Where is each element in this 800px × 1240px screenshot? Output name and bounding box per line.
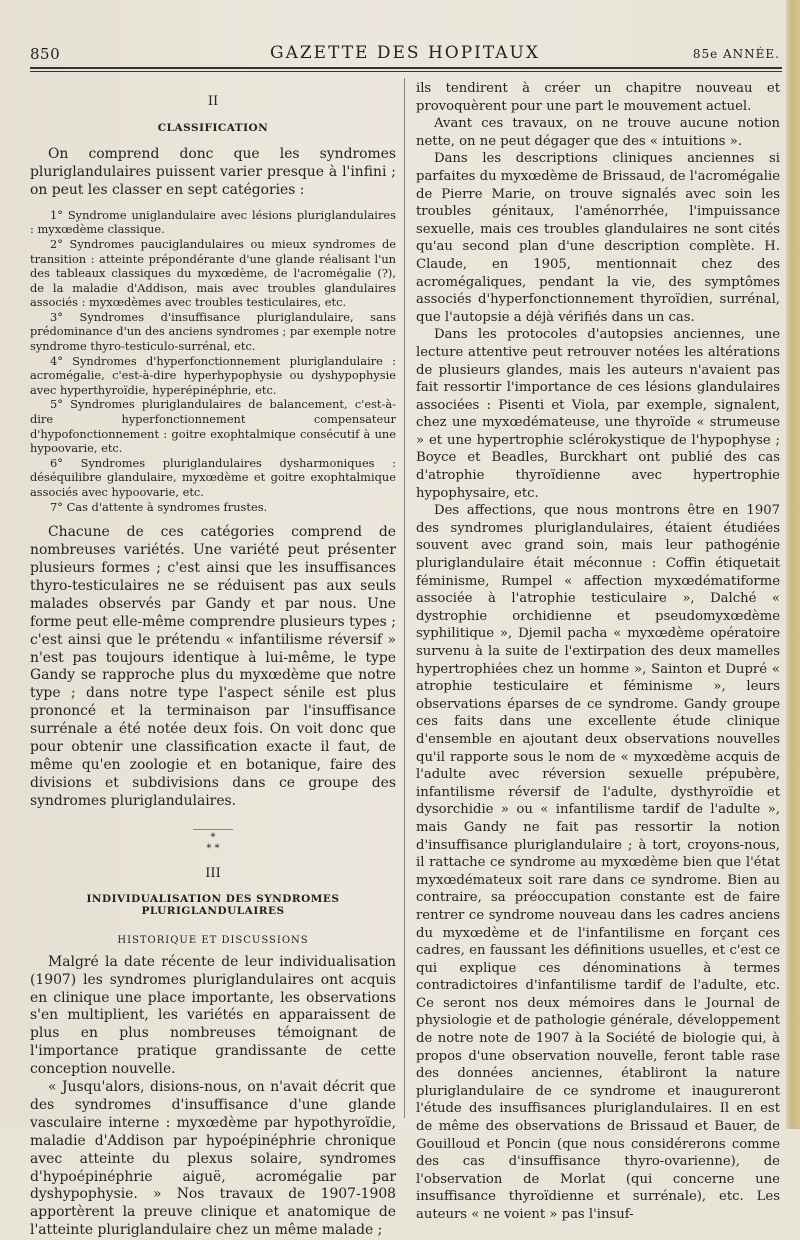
paragraph: On comprend donc que les syndromes pluriglandulaires puissent varier presque à l'infini ; on peut les classer en sept catégories : — [30, 146, 396, 198]
section-subtitle: HISTORIQUE ET DISCUSSIONS — [117, 934, 309, 946]
paragraph: Dans les protocoles d'autopsies anciennes, une lecture attentive peut retrouver notées les altérations de plusieurs glandes, mais les auteurs n'avaient pas fait ressortir l'importance de ces lésions glandulaires associées : Pisenti et Viola, par exemple, signalent, chez une myxœdémateuse, une thyroïde « strumeuse » et une hypertrophie sclérokystique de l'hypophyse ; Boyce et Beadles, Burckhart ont publié des cas d'atrophie thyroïdienne avec hypertrophie hypophysaire, etc. — [416, 327, 780, 501]
list-item: 4° Syndromes d'hyperfonctionnement pluriglandulaire : acromégalie, c'est-à-dire hyperhypophysie ou dyshypophysie avec hyperthyroïdie, hyperépinéphrie, etc. — [30, 353, 396, 397]
page-header — [30, 43, 780, 65]
section-title: CLASSIFICATION — [157, 122, 269, 134]
asterism-bottom: * * — [206, 842, 220, 854]
paragraph: Des affections, que nous montrons être en 1907 des syndromes pluriglandulaires, étaient étudiées souvent avec grand soin, mais leur pathogénie pluriglandulaire était méconnue : Coffin étiquetait féminisme, Rumpel « affection myxœdématiforme associée à l'atrophie testiculaire », Dalché « dystrophie orchidienne et pseudomyxœdème syphilitique », Djemil pacha « myxœdème opératoire survenu à la suite de l'extirpation des deux mamelles hypertrophiées chez un homme », Sainton et Dupré « atrophie testiculaire et féminisme », leurs observations éparses de ce syndrome. Gandy groupe ces faits dans une excellente étude clinique d'ensemble en ajoutant deux observations nouvelles qu'il rapporte sous le nom de « myxœdème acquis de l'adulte avec réversion sexuelle prépubère, infantilisme réversif de l'adulte, dysthyroïdie et dysorchidie » ou « infantilisme tardif de l'adulte », mais Gandy ne fait pas ressortir la notion d'insuffisance pluriglandulaire ; à tort, croyons-nous, il rattache ce syndrome au myxœdème bien que l'état myxœdémateux soit rare dans ce syndrome. Bien au contraire, sa préoccupation constante est de faire rentrer ce syndrome nouveau dans les cadres anciens du myxœdème et de l'infantilisme en forçant ces cadres, en faussant les définitions usuelles, et c'est ce qui explique ces dénominations à termes contradictoires d'infantilisme tardif de l'adulte, etc. Ce seront nos deux mémoires dans le Journal de physiologie et de pathologie générale, développement de notre note de 1907 à la Société de biologie qui, à propos d'une observation nouvelle, feront table rase des données anciennes, établiront la nature pluriglandulaire de ce syndrome et inaugureront l'étude des insuffisances pluriglandulaires. Il en est de même des observations de Brissaud et Bauer, de Gouilloud et Poncin (que nous considérerons comme des cas d'insuffisance thyro-ovarienne), de l'observation de Morlat (qui concerne une insuffisance thyroïdienne et surrénale), etc. Les auteurs « ne voient » pas l'insuf- — [416, 503, 780, 1222]
section-numeral: II — [207, 94, 219, 109]
list-item: 1° Syndrome uniglandulaire avec lésions pluriglandulaires : myxœdème classique. — [30, 207, 396, 237]
header-rule-thick — [30, 67, 782, 69]
paragraph: Dans les descriptions cliniques anciennes si parfaites du myxœdème de Brissaud, de l'acromégalie de Pierre Marie, on trouve signalés avec soin les troubles génitaux, l'aménorrhée, l'impuissance sexuelle, mais ces troubles glandulaires ne sont cités qu'au second plan d'une description complète. H. Claude, en 1905, mentionnait chez des acromégaliques, pendant la vie, des symptômes associés d'hyperfonctionnement thyroïdien, surrénal, que l'autopsie a déjà vérifiés dans un cas. — [416, 151, 780, 325]
header-rule-thin — [30, 71, 782, 72]
section-numeral: III — [205, 865, 221, 881]
section-title-line-2: PLURIGLANDULAIRES — [141, 904, 285, 917]
asterism-top: * — [210, 831, 216, 843]
paragraph: Avant ces travaux, on ne trouve aucune notion nette, on ne peut dégager que des « intuitions ». — [416, 116, 780, 149]
section-title: INDIVIDUALISATION DES SYNDROMES — [86, 892, 340, 905]
page-number: 850 — [30, 45, 61, 63]
list-item: 5° Syndromes pluriglandulaires de balancement, c'est-à-dire hyperfonctionnement compensateur d'hypofonctionnement : goitre exophtalmique consécutif à une hypoovarie, etc. — [30, 397, 396, 456]
paragraph: Malgré la date récente de leur individualisation (1907) les syndromes pluriglandulaires ont acquis en clinique une place importante, les observations s'en multiplient, les variétés en apparaissent de plus en plus nombreuses témoignant de l'importance pratique grandissante de cette conception nouvelle. — [30, 953, 396, 1078]
binding-edge — [786, 0, 800, 1129]
list-item: 7° Cas d'attente à syndromes frustes. — [50, 499, 268, 514]
paragraph: « Jusqu'alors, disions-nous, on n'avait décrit que des syndromes d'insuffisance d'une glande vasculaire interne : myxœdème par hypothyroïdie, maladie d'Addison par hypoépinéphrie chronique avec atteinte du plexus solaire, syndromes d'hypoépinéphrie aiguë, acromégalie par dyshypophysie. » Nos travaux de 1907-1908 apportèrent la preuve clinique et anatomique de l'atteinte pluriglandulaire chez un même malade ; — [30, 1079, 396, 1239]
list-item: 2° Syndromes pauciglandulaires ou mieux syndromes de transition : atteinte prépondérante d'une glande réalisant l'un des tableaux classiques du myxœdème, de l'acromégalie (?), de la maladie d'Addison, mais avec troubles glandulaires associés : myxœdèmes avec troubles testiculaires, etc. — [30, 236, 396, 310]
paragraph-continued: ils tendirent à créer un chapitre nouveau et provoquèrent pour une part le mouvement actuel. — [416, 81, 780, 114]
list-item: 3° Syndromes d'insuffisance pluriglandulaire, sans prédominance d'un des anciens syndromes ; par exemple notre syndrome thyro-testiculo-surrénal, etc. — [30, 309, 396, 354]
year-label: 85e ANNÉE. — [692, 47, 780, 61]
paragraph: Chacune de ces catégories comprend de nombreuses variétés. Une variété peut présenter plusieurs formes ; c'est ainsi que les insuffisances thyro-testiculaires ne se réduisent pas aux seuls malades observés par Gandy et par nous. Une forme peut elle-même comprendre plusieurs types ; c'est ainsi que le prétendu « infantilisme réversif » n'est pas toujours identique à lui-même, le type Gandy se rapproche plus du myxœdème que notre type ; dans notre type l'aspect sénile est plus prononcé et la terminaison par l'insuffisance surrénale a été notée deux fois. On voit donc que pour obtenir une classification exacte il faut, de même qu'en zoologie et en botanique, faire des divisions et subdivisions dans ce groupe des syndromes pluriglandulaires. — [30, 524, 396, 809]
left-column — [30, 80, 396, 1239]
list-item: 6° Syndromes pluriglandulaires dysharmoniques : déséquilibre glandulaire, myxœdème et goitre exophtalmique associés avec hypoovarie, etc. — [30, 455, 396, 499]
journal-title: GAZETTE DES HOPITAUX — [269, 43, 540, 63]
column-divider — [404, 78, 405, 1118]
right-column — [416, 80, 780, 1222]
